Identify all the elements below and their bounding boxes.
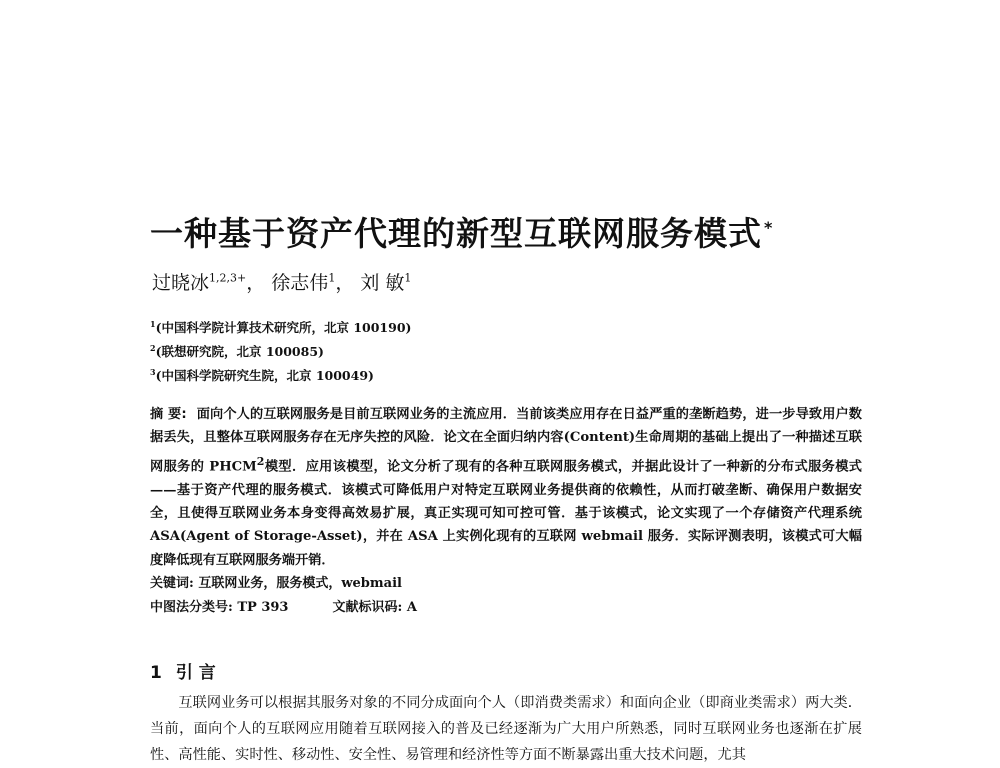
keywords-label: 关键词: (150, 576, 194, 591)
author-affiliation-mark: 1,2,3+ (209, 271, 247, 285)
author-affiliation-mark: 1 (404, 271, 412, 285)
body-paragraph: 互联网业务可以根据其服务对象的不同分成面向个人（即消费类需求）和面向企业（即商业类需求）两大类．当前，面向个人的互联网应用随着互联网接入的普及已经逐渐为广大用户所熟悉，同时互联网业务也逐渐在扩展性、高性能、实时性、移动性、安全性、易管理和经济性等方面不断暴露出重大技术问题，尤其 (150, 695, 862, 763)
author-name: 刘 敏 (360, 272, 405, 294)
affiliation (150, 342, 324, 360)
affiliation-text: (中国科学院计算技术研究所，北京 100190) (155, 320, 412, 335)
affiliation-text: (联想研究院，北京 100085) (155, 344, 324, 359)
abstract (150, 403, 862, 572)
paper-title (150, 208, 773, 255)
section-number: 1 (150, 663, 162, 683)
title-footnote-mark: * (764, 218, 774, 237)
abstract-text-continued: 模型．应用该模型，论文分析了现有的各种互联网服务模式，并据此设计了一种新的分布式服务模式——基于资产代理的服务模式．该模式可降低用户对特定互联网业务提供商的依赖性，从而打破垄断、确保用户数据安全，且使得互联网业务本身变得高效易扩展，真正实现可知可控可管．基于该模式，论文实现了一个存储资产代理系统 ASA(Agent of Storage-Asset)，并在 ASA 上实例化现有的互联网 webmail 服务．实际评测表明，该模式可大幅度降低现有互联网服务端开销． (150, 459, 862, 568)
author-separator: ， (246, 272, 266, 294)
classification-line (150, 596, 417, 615)
section-title: 引 言 (175, 663, 216, 683)
author-affiliation-mark: 1 (328, 271, 336, 285)
author-list (152, 268, 411, 295)
affiliation-text: (中国科学院研究生院，北京 100049) (155, 368, 374, 383)
keywords (150, 572, 402, 591)
author-name: 徐志伟 (271, 272, 329, 294)
abstract-label: 摘 要: (150, 407, 187, 422)
affiliation-mark: 3 (150, 366, 156, 377)
abstract-text: 面向个人的互联网服务是目前互联网业务的主流应用．当前该类应用存在日益严重的垄断趋势，进一步导致用户数据丢失，且整体互联网服务存在无序失控的风险．论文在全面归纳内容(Content)生命周期的基础上提出了一种描述互联网服务的 PHCM (150, 407, 862, 475)
clc-value: TP 393 (237, 600, 289, 615)
affiliation-mark: 1 (150, 318, 156, 329)
affiliation (150, 366, 374, 384)
title-text: 一种基于资产代理的新型互联网服务模式 (150, 214, 762, 253)
author-name: 过晓冰 (152, 272, 210, 294)
doc-code-value: A (406, 600, 417, 615)
affiliation (150, 318, 411, 336)
clc-label: 中图法分类号: (150, 600, 233, 615)
section-heading (150, 658, 216, 683)
doc-code-label: 文献标识码: (332, 600, 403, 615)
affiliation-mark: 2 (150, 342, 156, 353)
author-separator: ， (335, 272, 355, 294)
abstract-superscript: 2 (256, 454, 265, 468)
keywords-text: 互联网业务，服务模式，webmail (198, 576, 402, 591)
body-text (150, 690, 862, 768)
